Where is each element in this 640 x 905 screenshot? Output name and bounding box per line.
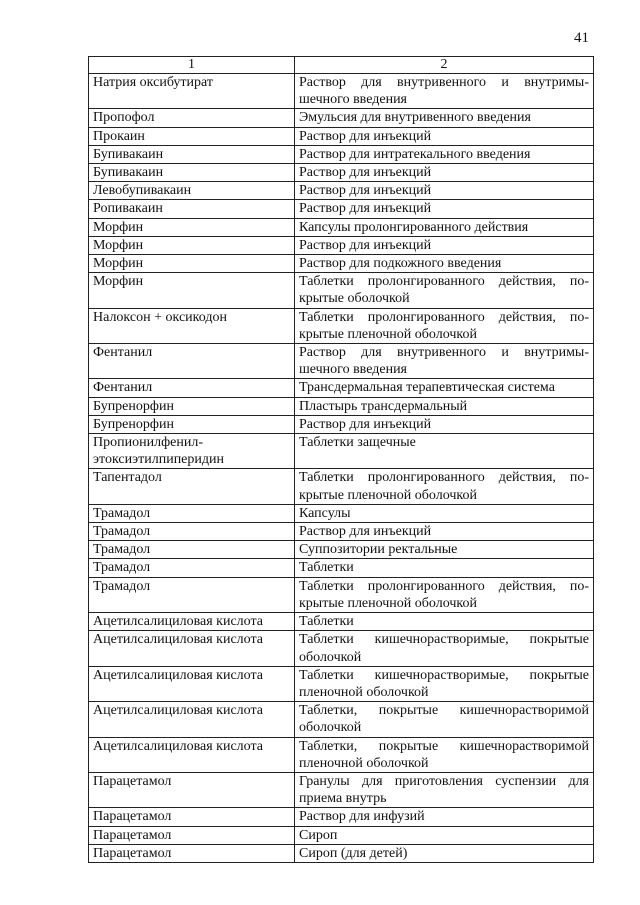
- substance-cell: Бупивакаин: [89, 164, 295, 182]
- dosage-form-cell: Раствор для инъекций: [295, 415, 594, 433]
- dosage-form-cell: Таблетки, покрытые кишечнорастворимой оболочкой: [295, 702, 594, 737]
- substance-cell: Морфин: [89, 236, 295, 254]
- table-row: [89, 772, 594, 807]
- dosage-form-cell: Гранулы для приготовления суспензии для приема внутрь: [295, 772, 594, 807]
- table-row: [89, 182, 594, 200]
- dosage-form-cell: Таблетки: [295, 613, 594, 631]
- dosage-form-cell: Суппозитории ректальные: [295, 541, 594, 559]
- substance-cell: Парацетамол: [89, 826, 295, 844]
- substance-cell: Ацетилсалициловая кислота: [89, 613, 295, 631]
- table-row: [89, 666, 594, 701]
- table-body: [89, 57, 594, 863]
- table-row: [89, 737, 594, 772]
- dosage-form-cell: Раствор для внутривенного и внутримы-шечного введения: [295, 74, 594, 109]
- table-row: [89, 145, 594, 163]
- dosage-form-cell: Трансдермальная терапевтическая система: [295, 379, 594, 397]
- dosage-form-cell: Таблетки пролонгированного действия, по-крытые оболочкой: [295, 273, 594, 308]
- table-row: [89, 434, 594, 469]
- column-header-2: 2: [295, 57, 594, 74]
- substance-cell: Трамадол: [89, 577, 295, 612]
- dosage-form-cell: Раствор для интратекального введения: [295, 145, 594, 163]
- substance-cell: Морфин: [89, 255, 295, 273]
- substance-cell: Трамадол: [89, 541, 295, 559]
- table-row: [89, 523, 594, 541]
- table-row: [89, 236, 594, 254]
- dosage-form-cell: Раствор для инъекций: [295, 182, 594, 200]
- substance-cell: Левобупивакаин: [89, 182, 295, 200]
- dosage-form-cell: Капсулы пролонгированного действия: [295, 218, 594, 236]
- substance-cell: Ацетилсалициловая кислота: [89, 666, 295, 701]
- substance-cell: Ацетилсалициловая кислота: [89, 702, 295, 737]
- dosage-form-cell: Раствор для инфузий: [295, 808, 594, 826]
- table-row: [89, 308, 594, 343]
- table-row: [89, 826, 594, 844]
- dosage-form-cell: Таблетки пролонгированного действия, по-крытые пленочной оболочкой: [295, 308, 594, 343]
- table-row: [89, 844, 594, 862]
- substance-cell: Бупренорфин: [89, 397, 295, 415]
- table-row: [89, 631, 594, 666]
- table-row: [89, 559, 594, 577]
- dosage-form-cell: Таблетки пролонгированного действия, по-крытые пленочной оболочкой: [295, 469, 594, 504]
- table-row: [89, 469, 594, 504]
- substance-cell: Парацетамол: [89, 808, 295, 826]
- substance-cell: Морфин: [89, 218, 295, 236]
- table-row: [89, 613, 594, 631]
- substance-cell: Налоксон + оксикодон: [89, 308, 295, 343]
- substance-cell: Ацетилсалициловая кислота: [89, 737, 295, 772]
- substance-cell: Пропионилфенил-этоксиэтилпиперидин: [89, 434, 295, 469]
- substance-cell: Пропофол: [89, 109, 295, 127]
- substance-cell: Трамадол: [89, 559, 295, 577]
- dosage-form-cell: Таблетки кишечнорастворимые, покрытые пленочной оболочкой: [295, 666, 594, 701]
- table-row: [89, 74, 594, 109]
- substance-cell: Фентанил: [89, 379, 295, 397]
- substance-cell: Парацетамол: [89, 844, 295, 862]
- dosage-form-cell: Раствор для инъекций: [295, 236, 594, 254]
- dosage-form-cell: Таблетки: [295, 559, 594, 577]
- substance-cell: Трамадол: [89, 504, 295, 522]
- dosage-form-cell: Эмульсия для внутривенного введения: [295, 109, 594, 127]
- dosage-form-cell: Капсулы: [295, 504, 594, 522]
- substance-cell: Парацетамол: [89, 772, 295, 807]
- dosage-form-cell: Раствор для инъекций: [295, 164, 594, 182]
- dosage-form-cell: Сироп (для детей): [295, 844, 594, 862]
- table-row: [89, 344, 594, 379]
- table-row: [89, 109, 594, 127]
- table-row: [89, 218, 594, 236]
- substance-cell: Натрия оксибутират: [89, 74, 295, 109]
- dosage-form-cell: Таблетки кишечнорастворимые, покрытые оболочкой: [295, 631, 594, 666]
- table-row: [89, 541, 594, 559]
- table-row: [89, 577, 594, 612]
- dosage-form-cell: Раствор для подкожного введения: [295, 255, 594, 273]
- dosage-form-cell: Раствор для инъекций: [295, 127, 594, 145]
- dosage-form-cell: Раствор для инъекций: [295, 200, 594, 218]
- table-row: [89, 397, 594, 415]
- table-row: [89, 200, 594, 218]
- substance-cell: Прокаин: [89, 127, 295, 145]
- table-row: [89, 379, 594, 397]
- substance-cell: Бупивакаин: [89, 145, 295, 163]
- dosage-form-cell: Таблетки защечные: [295, 434, 594, 469]
- table-row: [89, 808, 594, 826]
- substance-cell: Тапентадол: [89, 469, 295, 504]
- table-row: [89, 702, 594, 737]
- table-row: [89, 164, 594, 182]
- substance-cell: Ацетилсалициловая кислота: [89, 631, 295, 666]
- dosage-form-cell: Сироп: [295, 826, 594, 844]
- dosage-form-cell: Таблетки пролонгированного действия, по-крытые пленочной оболочкой: [295, 577, 594, 612]
- substance-cell: Бупренорфин: [89, 415, 295, 433]
- substance-cell: Ропивакаин: [89, 200, 295, 218]
- dosage-form-cell: Таблетки, покрытые кишечнорастворимой пленочной оболочкой: [295, 737, 594, 772]
- table-row: [89, 255, 594, 273]
- drug-forms-table: [88, 56, 594, 863]
- table-row: [89, 415, 594, 433]
- table-row: [89, 127, 594, 145]
- page-number: 41: [574, 30, 589, 46]
- dosage-form-cell: Пластырь трансдермальный: [295, 397, 594, 415]
- table-row: [89, 273, 594, 308]
- substance-cell: Морфин: [89, 273, 295, 308]
- column-header-1: 1: [89, 57, 295, 74]
- substance-cell: Трамадол: [89, 523, 295, 541]
- table-header-row: [89, 57, 594, 74]
- dosage-form-cell: Раствор для внутривенного и внутримы-шечного введения: [295, 344, 594, 379]
- dosage-form-cell: Раствор для инъекций: [295, 523, 594, 541]
- substance-cell: Фентанил: [89, 344, 295, 379]
- table-row: [89, 504, 594, 522]
